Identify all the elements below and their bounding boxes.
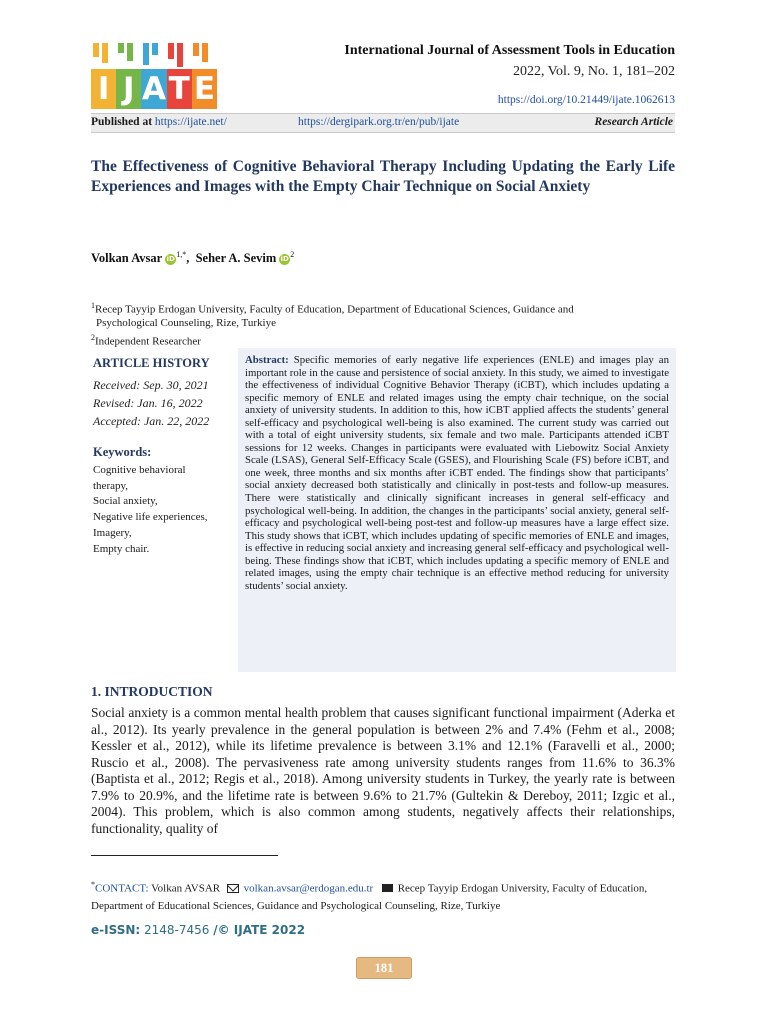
affiliation-text: Independent Researcher (95, 335, 201, 348)
logo-letter-i: I (91, 69, 116, 109)
article-history-heading: ARTICLE HISTORY (93, 356, 210, 370)
logo-letter-j: J (116, 69, 141, 109)
received-date: Received: Sep. 30, 2021 (93, 378, 209, 392)
doi-link[interactable]: https://doi.org/10.21449/ijate.1062613 (497, 94, 675, 106)
affiliation-text: Recep Tayyip Erdogan University, Faculty of Education, Department of Educational Sciences, Guidance and (95, 303, 574, 316)
address-icon (382, 884, 393, 892)
ijate-logo (91, 43, 217, 109)
keyword-item: Empty chair. (93, 542, 150, 555)
journal-volume: 2022, Vol. 9, No. 1, 181–202 (512, 64, 675, 79)
introduction-text: Social anxiety is a common mental health problem that causes significant functional impairment (Aderka et al., 2012). Its yearly prevalence in the general population is between 2% and 7.4% (Fehm et al., 2008; Kessler et al., 2012), while its lifetime prevalence is between 3.1% and 12.1% (Faravelli et al., 2000; Ruscio et al., 2008). The pervasiveness rate among university students ranges from 11.6% to 36.3% (Baptista et al., 2012; Regis et al., 2018). Among university students in Turkey, the yearly rate is between 7.9% to 20.9%, and the lifetime rate is between 9.6% to 21.7% (Gultekin & Dereboy, 2011; Izgic et al., 2004). This problem, which is also common among students, negatively affects their relationships, functionality, quality of (91, 705, 675, 836)
affiliation-line (91, 317, 675, 331)
article-title: The Effectiveness of Cognitive Behavioral Therapy Including Updating the Early Life Experiences and Images with the Empty Chair Technique on Social Anxiety (91, 158, 675, 195)
author-sup: 1,* (176, 250, 187, 259)
eissn-line (91, 923, 305, 937)
introduction-heading: 1. INTRODUCTION (91, 684, 213, 699)
envelope-icon (227, 884, 239, 893)
article-type: Research Article (594, 116, 673, 128)
keyword-item: Cognitive behavioral (93, 464, 186, 476)
orcid-icon[interactable]: iD (166, 255, 175, 264)
footnote-marker: * (91, 880, 95, 889)
revised-date: Revised: Jan. 16, 2022 (93, 396, 203, 410)
abstract-box (238, 348, 676, 672)
copyright: /© IJATE 2022 (213, 923, 306, 937)
eissn-number: 2148-7456 (144, 923, 210, 937)
keyword-item: Social anxiety, (93, 495, 158, 508)
logo-letter-a: A (141, 69, 166, 109)
keyword-item: Negative life experiences, (93, 511, 208, 524)
footnote-rule (91, 855, 278, 856)
authors: Volkan Avsar $iD^{1,*}$, Seher A. Sevim $iD^2$ (91, 250, 295, 266)
contact-email[interactable]: volkan.avsar@erdogan.edu.tr (243, 882, 374, 895)
keywords-list (93, 463, 233, 557)
published-at-label (91, 116, 227, 128)
logo-letters (91, 69, 217, 109)
keywords-heading: Keywords: (93, 445, 152, 459)
contact-name: Volkan AVSAR (151, 882, 221, 895)
published-at-text: Published at (91, 116, 153, 128)
orcid-icon[interactable]: iD (280, 255, 289, 264)
eissn-label: e-ISSN: (91, 923, 141, 937)
author-name: Seher A. Sevim (195, 251, 277, 266)
affiliation-number: 1 (91, 301, 95, 310)
publication-bar (91, 113, 675, 133)
author-name: Volkan Avsar (91, 251, 163, 266)
keyword-item: Imagery, (93, 526, 132, 539)
author-sup: 2 (290, 250, 295, 259)
affiliation-line (91, 299, 675, 317)
contact-address-line2: of Education, Department of Educational Sciences, Guidance and Psychological Counseling, Rize, Turkiye (91, 882, 648, 912)
logo-letter-t: T (167, 69, 192, 109)
affiliation-text: Psychological Counseling, Rize, Turkiye (96, 317, 276, 330)
dergipark-link[interactable]: https://dergipark.org.tr/en/pub/ijate (298, 116, 460, 128)
abstract-label: Abstract: (245, 354, 289, 366)
logo-letter-e: E (192, 69, 217, 109)
accepted-date: Accepted: Jan. 22, 2022 (93, 414, 210, 428)
journal-title: International Journal of Assessment Tools in Education (344, 43, 675, 58)
page-number: 181 (356, 957, 412, 979)
affiliation-line (91, 331, 675, 349)
abstract-text: Specific memories of early negative life experiences (ENLE) and images play an important role in the cause and persistence of social anxiety. In this study, we aimed to investigate the effectiveness of individual Cognitive Behavior Therapy (iCBT), which includes updating a specific memory of ENLE and related images using the empty chair technique, on the social anxiety of university students. In addition to this, how iCBT applied affects the students’ general self-efficacy and psychological well-being is also examined. The current study was carried out with a total of eight university students, six female and two male. Participants attended iCBT sessions for 12 weeks. Changes in participants were evaluated with Liebowitz Social Anxiety Scale (LSAS), General Self-Efficacy Scale (GSES), and Flourishing Scale (FS) before iCBT, and one week, three months and six months after iCBT ended. The findings show that participants’ social anxiety decreased both statistically and clinically in post-tests and follow-up measures. There were statistically and clinically significant increases in general self-efficacy and psychological well-being. In addition, the changes in the participants’ social anxiety, general self-efficacy and psychological well-being post-test and follow-up measures have a large effect size. This study shows that iCBT, which includes updating of specific memories of ENLE and images, is effective in reducing social anxiety and increasing general self-efficacy and psychological well-being. These findings show that iCBT, which includes updating a specific memory of ENLE and related images, using the empty chair technique is an effective method reducing for university students’ social anxiety. (245, 354, 669, 592)
logo-bars (91, 43, 217, 69)
contact-label: CONTACT: (95, 882, 149, 895)
keyword-item: therapy, (93, 479, 129, 492)
affiliation-number: 2 (91, 332, 95, 342)
affiliations (91, 299, 675, 349)
contact-address-line1: Recep Tayyip Erdogan University, Faculty (397, 882, 586, 895)
site-link[interactable]: https://ijate.net/ (154, 116, 227, 128)
footnote (91, 876, 681, 915)
